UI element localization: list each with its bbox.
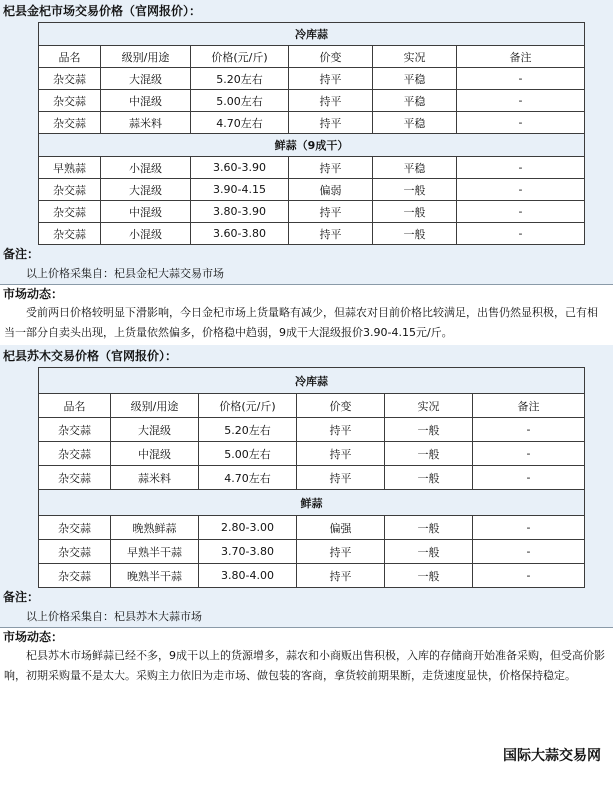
table-cell: 小混级 [101, 157, 191, 179]
table-cell: 杂交蒜 [39, 516, 111, 540]
table-cell: 持平 [297, 466, 385, 490]
table-header-row [39, 394, 585, 418]
site-footer-logo-text: 国际大蒜交易网 [503, 748, 601, 764]
table-cell: 5.00左右 [199, 442, 297, 466]
price-table [38, 22, 585, 245]
table-cell: 杂交蒜 [39, 179, 101, 201]
market-dynamics-label: 市场动态： [3, 287, 64, 301]
table-cell: 级别/用途 [111, 394, 199, 418]
table-cell: 一般 [385, 466, 473, 490]
table-cell: 级别/用途 [101, 46, 191, 68]
table-cell: 平稳 [373, 112, 457, 134]
table-cell: 偏强 [297, 516, 385, 540]
table-cell: - [473, 564, 585, 588]
table-row [39, 442, 585, 466]
table-cell: 备注 [457, 46, 585, 68]
table-cell: 3.80-3.90 [191, 201, 289, 223]
table-cell: 持平 [297, 564, 385, 588]
table-cell: 一般 [373, 179, 457, 201]
table-header-row [39, 46, 585, 68]
market-dynamics-text: 杞县苏木市场鲜蒜已经不多，9成干以上的货源增多，蒜农和小商贩出售积极，入库的存储商开始准备采购，但受高价影响，初期采购量不是太大。采购主力依旧为走市场、做包装的客商，拿货较前期果断，走货速度显快，价格保持稳定。 [4, 649, 605, 682]
table-row [39, 516, 585, 540]
table-group-header [39, 134, 585, 157]
table-cell: 蒜米料 [101, 112, 191, 134]
table-cell: 平稳 [373, 68, 457, 90]
table-group-header [39, 368, 585, 394]
table-cell: - [473, 442, 585, 466]
table-cell: 持平 [289, 157, 373, 179]
table-row [39, 112, 585, 134]
table-cell: 一般 [385, 418, 473, 442]
table-cell: 价格(元/斤) [199, 394, 297, 418]
table-cell: 一般 [385, 442, 473, 466]
table-cell: 杂交蒜 [39, 112, 101, 134]
table-cell: 持平 [297, 540, 385, 564]
table-cell: 持平 [297, 442, 385, 466]
table-cell: 平稳 [373, 157, 457, 179]
table-cell: 一般 [373, 223, 457, 245]
table-row [39, 418, 585, 442]
table-row [39, 179, 585, 201]
table-cell: 小混级 [101, 223, 191, 245]
table-cell: 偏弱 [289, 179, 373, 201]
note-text: 以上价格采集自：杞县金杞大蒜交易市场 [26, 267, 224, 280]
table-cell: 大混级 [101, 179, 191, 201]
table-cell: 早熟蒜 [39, 157, 101, 179]
section-sumu [0, 345, 613, 627]
table-cell: 价格(元/斤) [191, 46, 289, 68]
table-cell: 平稳 [373, 90, 457, 112]
group-title: 冷库蒜 [39, 368, 585, 394]
section-title: 杞县金杞市场交易价格（官网报价）： [3, 4, 202, 18]
table-row [39, 564, 585, 588]
table-cell: 价变 [289, 46, 373, 68]
table-cell: 3.90-4.15 [191, 179, 289, 201]
table-cell: 实况 [373, 46, 457, 68]
table-cell: 杂交蒜 [39, 90, 101, 112]
table-cell: 5.20左右 [199, 418, 297, 442]
price-table [38, 367, 585, 588]
table-cell: - [457, 223, 585, 245]
table-cell: 杂交蒜 [39, 564, 111, 588]
table-cell: 持平 [289, 201, 373, 223]
note-label: 备注： [3, 590, 40, 604]
table-cell: 品名 [39, 46, 101, 68]
table-row [39, 540, 585, 564]
table-cell: 持平 [289, 112, 373, 134]
table-cell: - [457, 201, 585, 223]
table-cell: 一般 [385, 540, 473, 564]
table-cell: - [457, 112, 585, 134]
market-dynamics-text: 受前两日价格较明显下滑影响，今日金杞市场上货量略有减少，但蒜农对目前价格比较满足，出售仍然显积极，己有相当一部分自卖头出现，上货量依然偏多，价格稳中趋弱，9成干大混级报价3.90-4.15元/斤。 [4, 306, 598, 339]
table-cell: 3.70-3.80 [199, 540, 297, 564]
table-row [39, 223, 585, 245]
table-cell: 中混级 [111, 442, 199, 466]
table-cell: 一般 [373, 201, 457, 223]
table-cell: 价变 [297, 394, 385, 418]
table-cell: 5.00左右 [191, 90, 289, 112]
table-cell: 持平 [297, 418, 385, 442]
table-row [39, 201, 585, 223]
table-cell: 中混级 [101, 90, 191, 112]
table-cell: 持平 [289, 223, 373, 245]
table-cell: - [457, 68, 585, 90]
table-row [39, 90, 585, 112]
table-cell: 杂交蒜 [39, 442, 111, 466]
table-cell: 杂交蒜 [39, 201, 101, 223]
group-title: 鲜蒜（9成干） [39, 134, 585, 157]
table-row [39, 466, 585, 490]
table-cell: 持平 [289, 68, 373, 90]
table-cell: - [473, 466, 585, 490]
table-cell: - [473, 540, 585, 564]
table-group-header [39, 23, 585, 46]
table-group-header [39, 490, 585, 516]
section-jinqi [0, 0, 613, 284]
table-cell: - [473, 418, 585, 442]
table-cell: - [457, 157, 585, 179]
table-cell: 实况 [385, 394, 473, 418]
table-cell: 早熟半干蒜 [111, 540, 199, 564]
table-cell: 3.80-4.00 [199, 564, 297, 588]
note-text: 以上价格采集自：杞县苏木大蒜市场 [26, 610, 202, 623]
table-cell: - [457, 90, 585, 112]
table-cell: 品名 [39, 394, 111, 418]
group-title: 冷库蒜 [39, 23, 585, 46]
table-cell: 2.80-3.00 [199, 516, 297, 540]
table-cell: 3.60-3.90 [191, 157, 289, 179]
table-cell: 大混级 [111, 418, 199, 442]
table-cell: - [457, 179, 585, 201]
table-cell: 一般 [385, 564, 473, 588]
market-dynamics-label: 市场动态： [3, 630, 64, 644]
table-cell: 杂交蒜 [39, 223, 101, 245]
table-cell: 大混级 [101, 68, 191, 90]
table-cell: - [473, 516, 585, 540]
table-cell: 3.60-3.80 [191, 223, 289, 245]
table-cell: 中混级 [101, 201, 191, 223]
table-cell: 晚熟半干蒜 [111, 564, 199, 588]
table-cell: 杂交蒜 [39, 68, 101, 90]
table-cell: 蒜米料 [111, 466, 199, 490]
table-cell: 5.20左右 [191, 68, 289, 90]
group-title: 鲜蒜 [39, 490, 585, 516]
table-cell: 杂交蒜 [39, 540, 111, 564]
table-row [39, 157, 585, 179]
table-cell: 备注 [473, 394, 585, 418]
section-title: 杞县苏木交易价格（官网报价）： [3, 349, 178, 363]
table-cell: 持平 [289, 90, 373, 112]
table-cell: 一般 [385, 516, 473, 540]
table-cell: 杂交蒜 [39, 466, 111, 490]
table-cell: 晚熟鲜蒜 [111, 516, 199, 540]
table-cell: 杂交蒜 [39, 418, 111, 442]
table-cell: 4.70左右 [199, 466, 297, 490]
table-row [39, 68, 585, 90]
note-label: 备注： [3, 247, 40, 261]
table-cell: 4.70左右 [191, 112, 289, 134]
